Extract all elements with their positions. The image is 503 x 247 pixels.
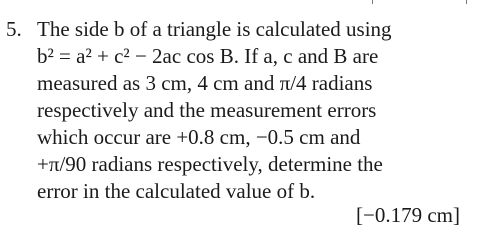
problem-number: 5. (6, 17, 22, 41)
crop-mark (466, 0, 467, 4)
page-top-edge (0, 0, 503, 8)
problem-line-1: The side b of a triangle is calculated using (37, 17, 392, 41)
problem-line-5: which occur are +0.8 cm, −0.5 cm and (37, 125, 361, 149)
problem-line-7: error in the calculated value of b. (37, 179, 316, 203)
problem-line-4: respectively and the measurement errors (37, 98, 377, 122)
crop-mark (372, 0, 373, 4)
problem-line-3: measured as 3 cm, 4 cm and π/4 radians (37, 71, 373, 95)
problem-line-6: +π/90 radians respectively, determine the (37, 152, 383, 176)
problem-line-2: b² = a² + c² − 2ac cos B. If a, c and B are (37, 44, 379, 68)
answer-value: [−0.179 cm] (356, 203, 460, 227)
